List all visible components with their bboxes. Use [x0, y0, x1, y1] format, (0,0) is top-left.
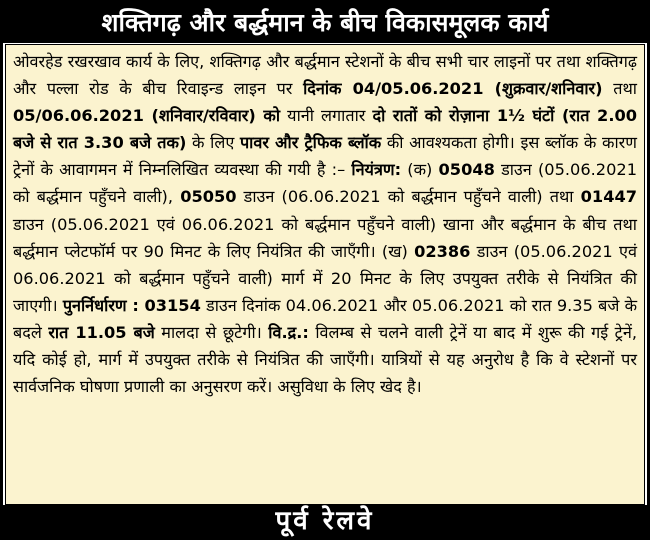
- body-text-1: ओवरहेड रखरखाव कार्य के लिए, शक्तिगढ़ और बर्द्धमान स्टेशनों के बीच सभी चार लाइनों पर तथा शक्तिगढ़ और पल्ला रोड के बीच रिवाइन्ड लाइन पर: [13, 52, 637, 99]
- body-text-23: मालदा से छूटेगी।: [154, 322, 269, 342]
- rescheduling-heading: पुनर्निर्धारण : 03154: [62, 295, 201, 315]
- train-05048: 05048: [438, 160, 495, 180]
- block-duration: दो रातों को रोज़ाना 1½ घंटों (रात 2.00 बजे से रात 3.30 बजे तक): [13, 106, 637, 153]
- body-text-15: डाउन (06.06.2021 को बर्द्धमान पहुँचने वाली) तथा: [236, 187, 581, 207]
- body-text-3: तथा: [602, 79, 637, 99]
- body-text-21: डाउन दिनांक 04.06.2021 और 05.06.2021 को रात 9.35 बजे के बदले: [13, 295, 638, 342]
- new-departure-time: रात 11.05 बजे: [48, 322, 155, 342]
- block-type: पावर और ट्रैफिक ब्लॉक: [239, 133, 382, 153]
- body-text-7: के लिए: [186, 133, 240, 153]
- train-01447: 01447: [580, 187, 637, 207]
- regulation-heading: नियंत्रण:: [351, 160, 402, 180]
- body-text-11: (क): [401, 160, 439, 180]
- notice-body: [5, 44, 645, 505]
- block-dates-second: 05/06.06.2021 (शनिवार/रविवार) को: [13, 106, 281, 126]
- special-note-heading: वि.द्र.:: [268, 322, 309, 342]
- notice-title: शक्तिगढ़ और बर्द्धमान के बीच विकासमूलक कार्य: [3, 3, 647, 43]
- body-text-17: डाउन (05.06.2021 एवं 06.06.2021 को बर्द्धमान पहुँचने वाली) खाना और बर्द्धमान के बीच तथा बर्द्धमान प्लेटफॉर्म पर 90 मिनट के लिए नियंत्रित की जाएँगी। (ख): [13, 214, 637, 261]
- body-text-25: विलम्ब से चलने वाली ट्रेनें या बाद में शुरू की गई ट्रेनें, यदि कोई हो, मार्ग में उपयुक्त तरीके से नियंत्रित की जाएँगी। यात्रियों से यह अनुरोध है कि वे स्टेशनों पर सार्वजनिक घोषणा प्रणाली का अनुसरण करें। असुविधा के लिए खेद है।: [13, 322, 637, 397]
- body-text-9: की आवश्यकता होगी। इस ब्लॉक के कारण ट्रेनों के आवागमन में निम्नलिखित व्यवस्था की गयी है :–: [13, 133, 637, 180]
- body-text-5: यानी लगातार: [280, 106, 373, 126]
- railway-name-footer: पूर्व रेलवे: [3, 505, 647, 537]
- body-text-13: डाउन (05.06.2021 को बर्द्धमान पहुँचने वाली),: [13, 160, 637, 207]
- block-dates-first: दिनांक 04/05.06.2021 (शुक्रवार/शनिवार): [303, 79, 603, 99]
- train-02386: 02386: [414, 241, 471, 261]
- body-text-19: डाउन (05.06.2021 एवं 06.06.2021 को बर्द्धमान पहुँचने वाली) मार्ग में 20 मिनट के लिए उपयुक्त तरीके से नियंत्रित की जाएगी।: [13, 241, 637, 315]
- train-05050: 05050: [180, 187, 237, 207]
